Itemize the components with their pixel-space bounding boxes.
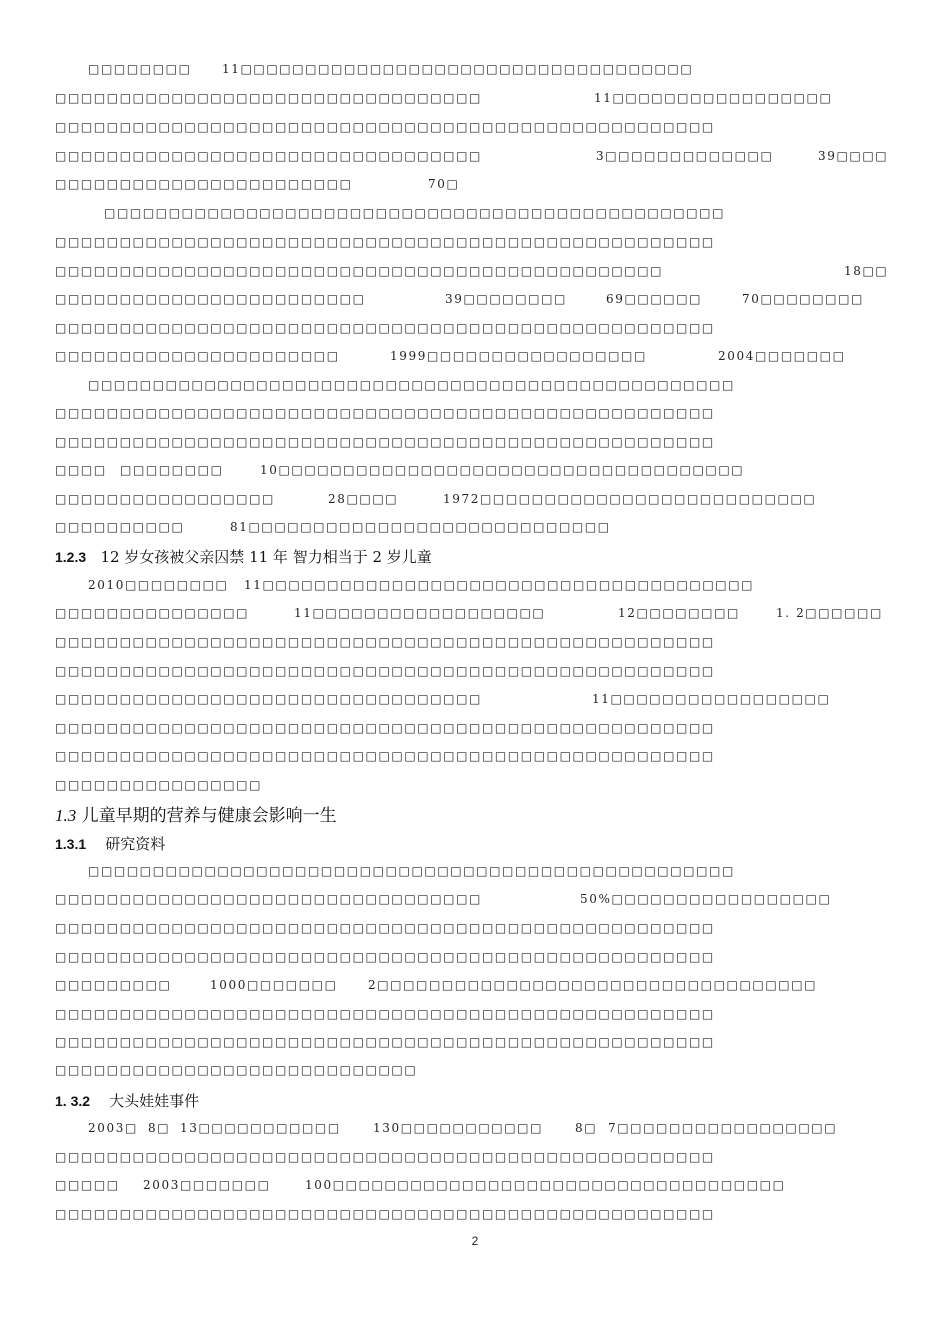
text-run: 70□: [428, 177, 460, 191]
text-run: 13□□□□□□□□□□□: [180, 1121, 341, 1135]
text-run: 2004□□□□□□□: [718, 349, 846, 363]
text-run: 10□□□□□□□□□□□□□□□□□□□□□□□□□□□□□□□□□□□□: [260, 463, 745, 477]
section-heading-1-3-2: [55, 1090, 199, 1111]
text-run: □□□□□□□□□□□□□□□□□□□□□□□□□□□□□□□□□□□□□□□□□□□□□□□□□□□: [55, 1207, 715, 1221]
text-run: □□□□□□□□□□□□□□□□□□□□□□□□□□□□□□□□□□□□□□□□□□□□□□□□□□□: [55, 721, 715, 735]
text-run: □□□□□□□□□□□□□□□□□□□□□□□□□□□□□□□□□: [55, 91, 482, 105]
text-run: 11□□□□□□□□□□□□□□□□□□: [294, 606, 546, 620]
section-heading-1-3: [55, 801, 337, 826]
section-title: 12 岁女孩被父亲囚禁 11 年 智力相当于 2 岁儿童: [100, 548, 432, 566]
text-run: 2003□: [88, 1121, 138, 1135]
text-run: □□□□□□□□□□□□□□□□□□□□□□: [55, 349, 340, 363]
text-run: □□□□□□□□: [120, 463, 224, 477]
text-run: 2010□□□□□□□□: [88, 578, 229, 592]
text-run: □□□□□□□□□□□□□□□□□□□□□□□□□□□□□□□□□□□□□□□□□□□□□□□□□□□: [55, 921, 715, 935]
section-number: 1. 3.2: [55, 1093, 91, 1109]
text-run: 11□□□□□□□□□□□□□□□□□: [594, 91, 833, 105]
text-run: □□□□□□□□□□□□□□□□□: [55, 492, 275, 506]
section-heading-1-2-3: [55, 546, 432, 567]
text-run: 1972□□□□□□□□□□□□□□□□□□□□□□□□□□: [443, 492, 817, 506]
text-run: 8□: [575, 1121, 598, 1135]
text-run: □□□□□□□□□□□□□□□□□□□□□□□□□□□□: [55, 1063, 418, 1077]
text-run: □□□□□□□□□□□□□□□□□□□□□□□□□□□□□□□□□□□□□□□□□□□□□□□: [55, 264, 664, 278]
text-run: 3□□□□□□□□□□□□□: [596, 149, 774, 163]
text-run: □□□□□□□□□□□□□□□□□□□□□□□□□□□□□□□□□: [55, 149, 482, 163]
page-number: 2: [471, 1234, 479, 1248]
text-run: □□□□□□□□□□□□□□□□□□□□□□□□□□□□□□□□□□□□□□□□□□□□□□□□□□□: [55, 749, 715, 763]
text-run: 12□□□□□□□□: [618, 606, 740, 620]
text-run: 39□□□□: [818, 149, 889, 163]
text-run: □□□□□□□□□□□□□□□□□□□□□□□□□□□□□□□□□: [55, 692, 482, 706]
text-run: 8□: [148, 1121, 171, 1135]
text-run: 50%□□□□□□□□□□□□□□□□□: [580, 892, 832, 906]
text-run: □□□□□□□□□□□□□□□□□□□□□□□□□□□□□□□□□□□□□□□□□□□□□□□□□□□: [55, 1007, 715, 1021]
text-run: □□□□□□□□□□□□□□□□□□□□□□□□□□□□□□□□□□□□□□□□□□□□□□□□□□: [88, 378, 735, 392]
text-run: 18□□: [844, 264, 889, 278]
text-run: □□□□□□□□□□□□□□□□□□□□□□□□□□□□□□□□□□□□□□□□□□□□□□□□□□□: [55, 1035, 715, 1049]
text-run: 69□□□□□□: [606, 292, 703, 306]
text-run: □□□□□□□□□□□□□□□□□□□□□□□□□□□□□□□□□□□□□□□□□□□□□□□□: [104, 206, 726, 220]
text-run: □□□□: [55, 463, 107, 477]
text-run: 11□□□□□□□□□□□□□□□□□□□□□□□□□□□□□□□□□□□: [222, 62, 694, 76]
text-run: □□□□□□□□□□□□□□□: [55, 606, 250, 620]
text-run: 70□□□□□□□□: [742, 292, 864, 306]
section-title: 儿童早期的营养与健康会影响一生: [81, 806, 337, 826]
text-run: □□□□□□□□: [88, 62, 192, 76]
section-number: 1.3: [55, 806, 77, 825]
text-run: □□□□□□□□□: [55, 978, 172, 992]
text-run: □□□□□□□□□□□□□□□□□□□□□□□□□□□□□□□□□: [55, 892, 482, 906]
section-number: 1.3.1: [55, 836, 87, 852]
text-run: □□□□□□□□□□□□□□□□□□□□□□□□□□□□□□□□□□□□□□□□□□□□□□□□□□□: [55, 321, 715, 335]
text-run: □□□□□□□□□□□□□□□□□□□□□□□□□□□□□□□□□□□□□□□□□□□□□□□□□□□: [55, 435, 715, 449]
section-title: 研究资料: [105, 835, 166, 853]
text-run: □□□□□□□□□□□□□□□□□□□□□□□□□□□□□□□□□□□□□□□□□□□□□□□□□□: [88, 864, 735, 878]
text-run: □□□□□□□□□□□□□□□□: [55, 778, 263, 792]
text-run: 11□□□□□□□□□□□□□□□□□: [592, 692, 831, 706]
text-run: 7□□□□□□□□□□□□□□□□□: [608, 1121, 838, 1135]
section-title: 大头娃娃事件: [109, 1092, 200, 1110]
section-heading-1-3-1: [55, 833, 165, 854]
text-run: 130□□□□□□□□□□□: [373, 1121, 544, 1135]
text-run: □□□□□□□□□□□□□□□□□□□□□□□□□□□□□□□□□□□□□□□□□□□□□□□□□□□: [55, 235, 715, 249]
text-run: □□□□□□□□□□□□□□□□□□□□□□□□□□□□□□□□□□□□□□□□□□□□□□□□□□□: [55, 120, 715, 134]
text-run: 100□□□□□□□□□□□□□□□□□□□□□□□□□□□□□□□□□□□: [305, 1178, 786, 1192]
text-run: 81□□□□□□□□□□□□□□□□□□□□□□□□□□□□: [230, 520, 611, 534]
text-run: □□□□□□□□□□□□□□□□□□□□□□□□□□□□□□□□□□□□□□□□□□□□□□□□□□□: [55, 950, 715, 964]
text-run: 11□□□□□□□□□□□□□□□□□□□□□□□□□□□□□□□□□□□□□□: [244, 578, 755, 592]
text-run: □□□□□□□□□□□□□□□□□□□□□□□□□□□□□□□□□□□□□□□□□□□□□□□□□□□: [55, 635, 715, 649]
text-run: □□□□□: [55, 1178, 120, 1192]
text-run: 28□□□□: [328, 492, 399, 506]
text-run: 1999□□□□□□□□□□□□□□□□□: [390, 349, 647, 363]
text-run: 39□□□□□□□□: [445, 292, 567, 306]
section-number: 1.2.3: [55, 549, 87, 565]
text-run: □□□□□□□□□□□□□□□□□□□□□□□□: [55, 292, 366, 306]
text-run: □□□□□□□□□□□□□□□□□□□□□□□: [55, 177, 353, 191]
text-run: □□□□□□□□□□□□□□□□□□□□□□□□□□□□□□□□□□□□□□□□□□□□□□□□□□□: [55, 664, 715, 678]
text-run: □□□□□□□□□□□□□□□□□□□□□□□□□□□□□□□□□□□□□□□□□□□□□□□□□□□: [55, 406, 715, 420]
text-run: 2003□□□□□□□: [143, 1178, 271, 1192]
text-run: □□□□□□□□□□: [55, 520, 185, 534]
text-run: 1. 2□□□□□□: [776, 606, 883, 620]
text-run: 1000□□□□□□□: [210, 978, 338, 992]
text-run: 2□□□□□□□□□□□□□□□□□□□□□□□□□□□□□□□□□□: [368, 978, 818, 992]
text-run: □□□□□□□□□□□□□□□□□□□□□□□□□□□□□□□□□□□□□□□□□□□□□□□□□□□: [55, 1150, 715, 1164]
